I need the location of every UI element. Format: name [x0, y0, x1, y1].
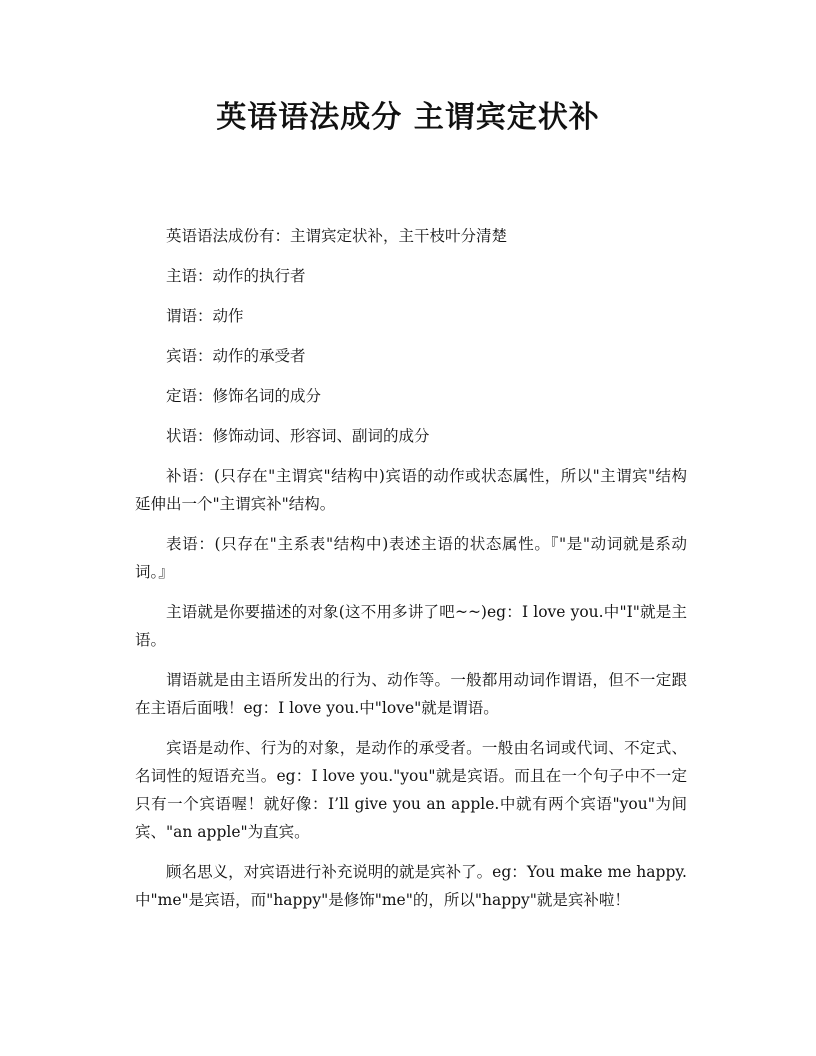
paragraph-object-explain: 宾语是动作、行为的对象，是动作的承受者。一般由名词或代词、不定式、名词性的短语充当。eg：I love you."you"就是宾语。而且在一个句子中不一定只有一个宾语喔！就好像：I’ll give you an apple.中就有两个宾语"you"为间宾、"an apple"为直宾。: [135, 739, 687, 841]
paragraph-complement-def: 补语：(只存在"主谓宾"结构中)宾语的动作或状态属性，所以"主谓宾"结构延伸出一个"主谓宾补"结构。: [135, 467, 687, 513]
paragraph-object-def: 宾语：动作的承受者: [166, 347, 306, 365]
paragraph-subject-def: 主语：动作的执行者: [166, 267, 306, 285]
paragraph-predicative-def: 表语：(只存在"主系表"结构中)表述主语的状态属性。『"是"动词就是系动词。』: [135, 535, 687, 581]
paragraph-predicate-explain: 谓语就是由主语所发出的行为、动作等。一般都用动词作谓语，但不一定跟在主语后面哦！eg：I love you.中"love"就是谓语。: [135, 671, 687, 717]
paragraph-subject-explain: 主语就是你要描述的对象(这不用多讲了吧~~)eg：I love you.中"I"就是主语。: [135, 603, 687, 649]
page-title: 英语语法成分 主谓宾定状补: [216, 100, 600, 135]
paragraph-intro: 英语语法成份有：主谓宾定状补，主干枝叶分清楚: [166, 227, 508, 245]
paragraph-predicate-def: 谓语：动作: [166, 307, 244, 325]
paragraph-adverbial-def: 状语：修饰动词、形容词、副词的成分: [166, 427, 430, 445]
paragraph-complement-explain: 顾名思义，对宾语进行补充说明的就是宾补了。eg：You make me happy.中"me"是宾语，而"happy"是修饰"me"的，所以"happy"就是宾补啦！: [135, 863, 687, 909]
document-body: [135, 222, 687, 926]
paragraph-attributive-def: 定语：修饰名词的成分: [166, 387, 322, 405]
